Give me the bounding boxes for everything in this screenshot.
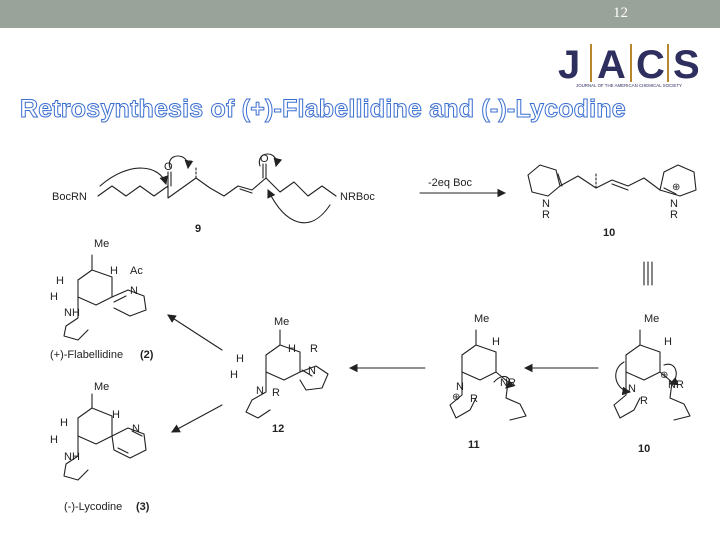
compound-10-structure [528, 165, 696, 196]
compound-11-label-h: H [492, 336, 500, 348]
compound-9-label-o2: O [260, 153, 269, 165]
compound-10-cage-label-me: Me [644, 313, 660, 325]
compound-11-label-n: N [456, 381, 464, 393]
slide-number: 12 [613, 5, 628, 21]
lycodine-label-me: Me [94, 381, 110, 393]
compound-10-cage-label-n: N [628, 383, 636, 395]
flabellidine-label-ac: Ac [130, 265, 143, 277]
flabellidine-label-nh: NH [64, 307, 80, 319]
compound-10-label-r2: R [670, 209, 678, 221]
compound-10-cage-label-nr: NR [668, 379, 684, 391]
lycodine-label-h3: H [50, 434, 58, 446]
compound-9-label-bocrn: BocRN [52, 191, 87, 203]
compound-10-number-top: 10 [603, 227, 616, 239]
compound-10-cage-label-h: H [664, 336, 672, 348]
compound-12-label-n1: N [308, 365, 316, 377]
flabellidine-label-h3: H [50, 291, 58, 303]
equivalence-label: ||| [636, 0, 637, 1]
flabellidine-label-me: Me [94, 238, 110, 250]
reagent-label: -2eq Boc [428, 177, 473, 189]
compound-12-label-h3: H [230, 369, 238, 381]
compound-9-label-o1: O [164, 161, 173, 173]
compound-9-label-nrboc: NRBoc [340, 191, 375, 203]
compound-12-label-n2: N [256, 385, 264, 397]
lycodine-label-h1: H [112, 409, 120, 421]
logo-letter-s: S [673, 43, 700, 87]
compound-12-label-r2: R [272, 387, 280, 399]
slide-title: Retrosynthesis of (+)-Flabellidine and (-)-Lycodine [20, 95, 626, 123]
compound-10-cage-label-plus: ⊕ [660, 370, 669, 381]
logo-letter-c: C [636, 43, 665, 87]
compound-10-label-n1: N [542, 198, 550, 210]
compound-12-label-me: Me [274, 316, 290, 328]
compound-12-label-h1: H [288, 343, 296, 355]
lycodine-label-h2: H [60, 417, 68, 429]
compound-11-structure [450, 330, 526, 420]
compound-10-label-n2: N [670, 198, 678, 210]
compound-12-number: 12 [272, 423, 285, 435]
compound-10-cage-label-r: R [640, 395, 648, 407]
compound-10-label-plus: ⊕ [672, 182, 681, 193]
compound-11-label-nr: NR [500, 377, 516, 389]
lycodine-number: (3) [136, 501, 150, 513]
lycodine-structure [64, 394, 146, 480]
logo-letter-j: J [558, 43, 581, 87]
flabellidine-number: (2) [140, 349, 154, 361]
lycodine-label-n: N [132, 423, 140, 435]
flabellidine-label-h1: H [110, 265, 118, 277]
logo-tagline: JOURNAL OF THE AMERICAN CHEMICAL SOCIETY [576, 83, 682, 88]
compound-11-label-plus: ⊕ [452, 392, 461, 403]
compound-11-label-r: R [470, 393, 478, 405]
compound-12-label-r1: R [310, 343, 318, 355]
compound-9-number: 9 [195, 223, 202, 235]
lycodine-label-nh: NH [64, 451, 80, 463]
lycodine-name: (-)-Lycodine [64, 501, 123, 513]
compound-10-cage-structure [614, 330, 690, 420]
compound-11-number: 11 [468, 439, 480, 451]
logo-letter-a: A [597, 43, 626, 87]
compound-9-structure [98, 154, 336, 223]
flabellidine-name: (+)-Flabellidine [50, 349, 124, 361]
compound-10-cage-number: 10 [638, 443, 651, 455]
flabellidine-label-h2: H [56, 275, 64, 287]
compound-11-label-me: Me [474, 313, 490, 325]
compound-12-label-h2: H [236, 353, 244, 365]
compound-10-label-r1: R [542, 209, 550, 221]
flabellidine-label-n: N [130, 285, 138, 297]
